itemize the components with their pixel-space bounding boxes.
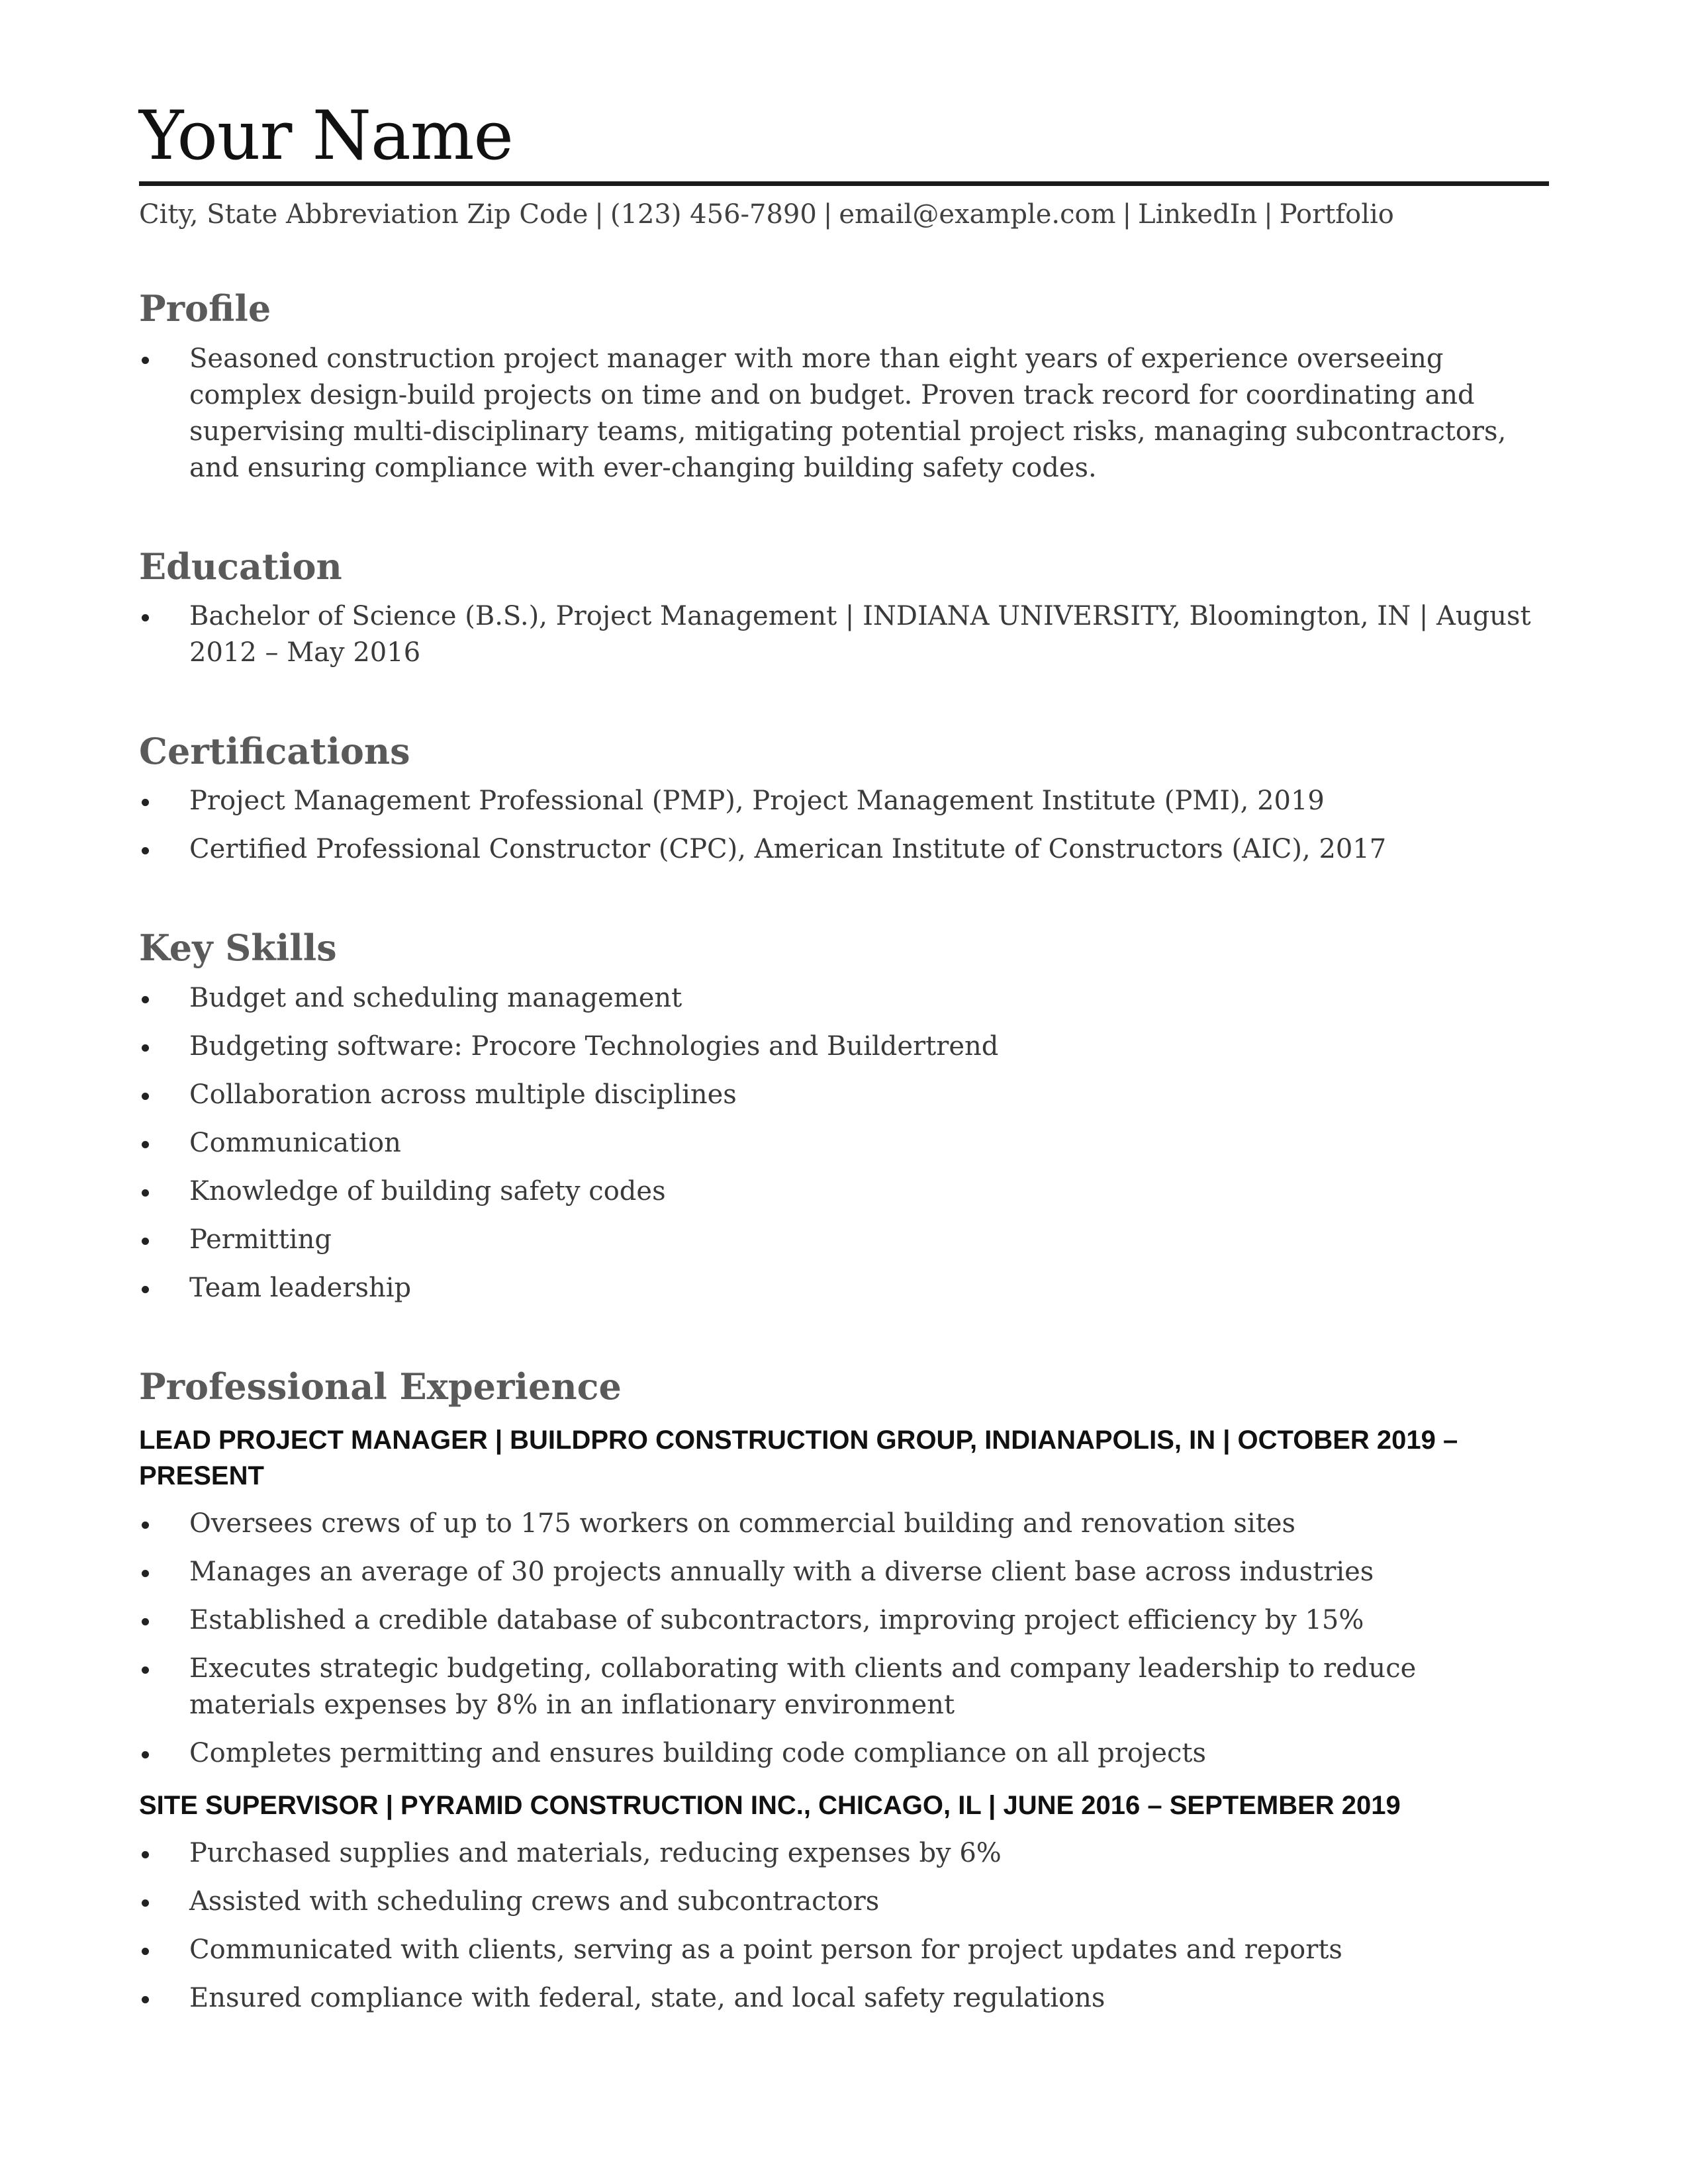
education-list	[139, 598, 1549, 671]
education-item: Bachelor of Science (B.S.), Project Management | INDIANA UNIVERSITY, Bloomington, IN | August 2012 – May 2016	[139, 598, 1549, 671]
profile-item: Seasoned construction project manager with more than eight years of experience overseeing complex design-build projects on time and on budget. Proven track record for coordinating and supervising multi-disciplinary teams, mitigating potential project risks, managing subcontractors, and ensuring compliance with ever-changing building safety codes.	[139, 341, 1549, 486]
job-duties-list	[139, 1506, 1549, 1772]
skill-item: Team leadership	[139, 1270, 1549, 1306]
job-duty-item: Assisted with scheduling crews and subcontractors	[139, 1884, 1549, 1920]
job-duties-list	[139, 1835, 1549, 2017]
job-heading: SITE SUPERVISOR | PYRAMID CONSTRUCTION INC., CHICAGO, IL | JUNE 2016 – SEPTEMBER 2019	[139, 1791, 1401, 1821]
job-duty-item: Established a credible database of subcontractors, improving project efficiency by 15%	[139, 1602, 1549, 1639]
profile-list	[139, 341, 1549, 486]
resume-name: Your Name	[139, 99, 1549, 186]
job-duty-item: Ensured compliance with federal, state, and local safety regulations	[139, 1980, 1549, 2017]
job-duty-item: Communicated with clients, serving as a point person for project updates and reports	[139, 1932, 1549, 1968]
certification-item: Project Management Professional (PMP), Project Management Institute (PMI), 2019	[139, 783, 1549, 819]
section-title-key-skills: Key Skills	[139, 927, 337, 970]
resume-page	[139, 99, 1549, 2028]
certification-item: Certified Professional Constructor (CPC), American Institute of Constructors (AIC), 2017	[139, 831, 1549, 868]
job-duty-item: Completes permitting and ensures building code compliance on all projects	[139, 1735, 1549, 1772]
contact-location: City, State Abbreviation Zip Code	[139, 199, 588, 230]
certifications-list	[139, 783, 1549, 868]
job-duty-item: Oversees crews of up to 175 workers on commercial building and renovation sites	[139, 1506, 1549, 1542]
section-title-education: Education	[139, 545, 342, 588]
skill-item: Collaboration across multiple disciplines	[139, 1077, 1549, 1113]
job-duty-item: Purchased supplies and materials, reducing expenses by 6%	[139, 1835, 1549, 1872]
contact-separator: |	[1264, 199, 1273, 230]
job-duty-item: Manages an average of 30 projects annually with a diverse client base across industries	[139, 1554, 1549, 1590]
contact-separator: |	[1122, 199, 1132, 230]
contact-phone: (123) 456-7890	[610, 199, 817, 230]
section-title-professional-experience: Professional Experience	[139, 1365, 622, 1408]
skills-list	[139, 980, 1549, 1306]
contact-separator: |	[823, 199, 833, 230]
contact-line	[139, 199, 1549, 230]
skill-item: Communication	[139, 1125, 1549, 1161]
contact-portfolio-link[interactable]: Portfolio	[1279, 199, 1394, 230]
skill-item: Budgeting software: Procore Technologies and Buildertrend	[139, 1028, 1549, 1065]
skill-item: Knowledge of building safety codes	[139, 1173, 1549, 1210]
contact-linkedin-link[interactable]: LinkedIn	[1138, 199, 1258, 230]
section-title-profile: Profile	[139, 287, 271, 330]
job-heading: LEAD PROJECT MANAGER | BUILDPRO CONSTRUCTION GROUP, INDIANAPOLIS, IN | OCTOBER 2019 – PRESENT	[139, 1426, 1458, 1491]
contact-email[interactable]: email@example.com	[839, 199, 1116, 230]
contact-separator: |	[594, 199, 604, 230]
section-title-certifications: Certifications	[139, 729, 410, 772]
skill-item: Permitting	[139, 1222, 1549, 1258]
job-duty-item: Executes strategic budgeting, collaborating with clients and company leadership to reduce materials expenses by 8% in an inflationary environment	[139, 1651, 1549, 1723]
skill-item: Budget and scheduling management	[139, 980, 1549, 1017]
